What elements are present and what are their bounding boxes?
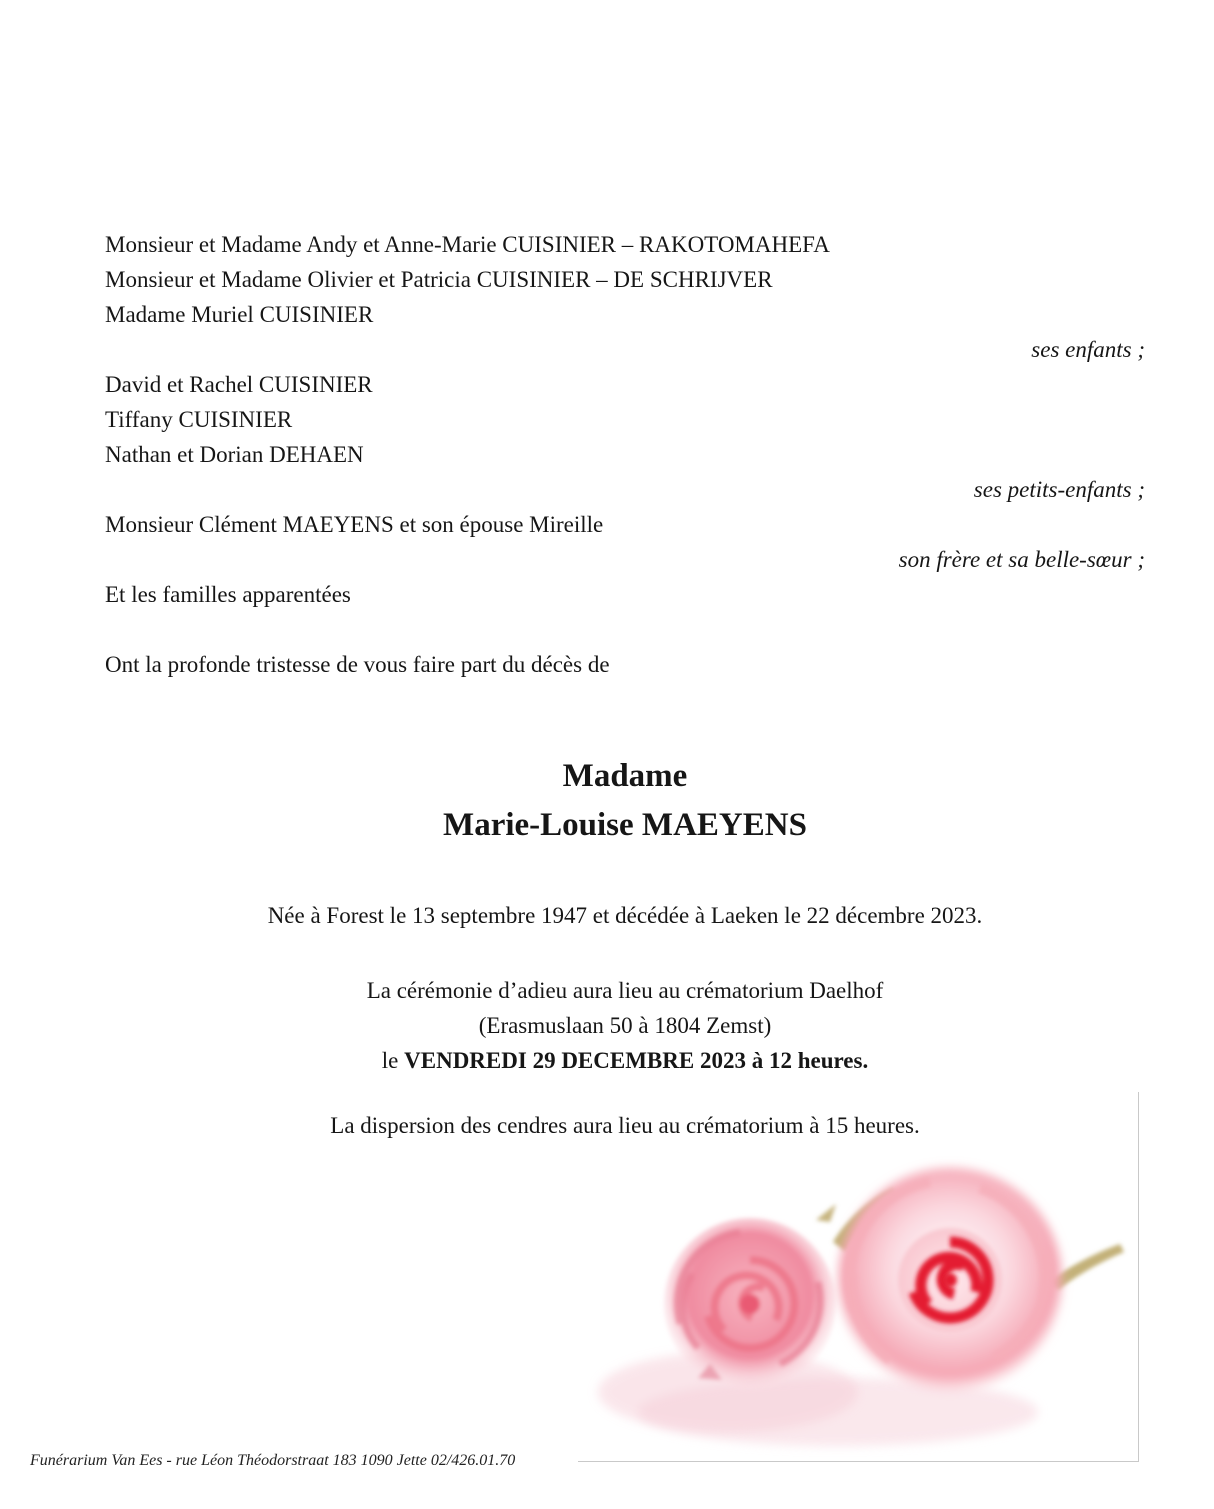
family-line: Tiffany CUISINIER xyxy=(105,407,293,432)
ceremony-location-line: La cérémonie d’adieu aura lieu au crématorium Daelhof xyxy=(366,978,884,1003)
relation-label-children: ses enfants ; xyxy=(1031,337,1145,362)
roses-photo xyxy=(578,1092,1139,1462)
announcement-line: Ont la profonde tristesse de vous faire part du décès de xyxy=(105,652,610,677)
deceased-heading xyxy=(105,752,1145,850)
family-line: David et Rachel CUISINIER xyxy=(105,372,373,397)
ceremony-block xyxy=(105,973,1145,1078)
relation-label-brother: son frère et sa belle-sœur ; xyxy=(898,547,1145,572)
dispersion-line: La dispersion des cendres aura lieu au crématorium à 15 heures. xyxy=(330,1113,920,1138)
ceremony-datetime-prefix: le xyxy=(381,1048,405,1073)
ceremony-datetime-line xyxy=(105,1043,1145,1078)
spacer xyxy=(105,612,1145,647)
ceremony-datetime-bold: VENDREDI 29 DECEMBRE 2023 à 12 heures. xyxy=(404,1048,869,1073)
relatives-block xyxy=(105,227,1145,682)
ceremony-address-line: (Erasmuslaan 50 à 1804 Zemst) xyxy=(478,1013,772,1038)
deceased-title: Madame xyxy=(562,758,688,794)
families-line: Et les familles apparentées xyxy=(105,582,351,607)
family-line: Madame Muriel CUISINIER xyxy=(105,302,374,327)
funeral-home-footer: Funérarium Van Ees - rue Léon Théodorstraat 183 1090 Jette 02/426.01.70 xyxy=(30,1452,516,1469)
roses-illustration xyxy=(578,1092,1138,1461)
family-line: Monsieur et Madame Olivier et Patricia CUISINIER – DE SCHRIJVER xyxy=(105,267,773,292)
life-dates-line: Née à Forest le 13 septembre 1947 et décédée à Laeken le 22 décembre 2023. xyxy=(267,903,983,928)
family-line: Nathan et Dorian DEHAEN xyxy=(105,442,364,467)
relation-label-grandchildren: ses petits-enfants ; xyxy=(973,477,1145,502)
deceased-name: Marie-Louise MAEYENS xyxy=(443,807,807,843)
family-line: Monsieur et Madame Andy et Anne-Marie CUISINIER – RAKOTOMAHEFA xyxy=(105,232,830,257)
family-line: Monsieur Clément MAEYENS et son épouse Mireille xyxy=(105,512,604,537)
